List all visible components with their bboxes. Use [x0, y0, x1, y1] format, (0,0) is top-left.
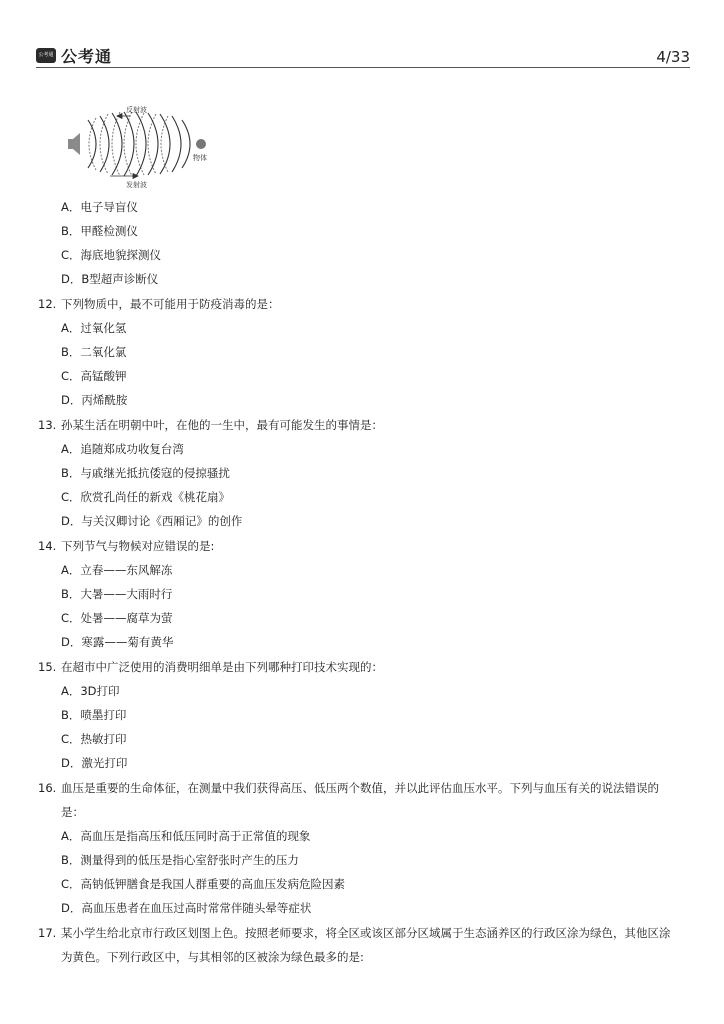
q13-option-b: B．与戚继光抵抗倭寇的侵掠骚扰	[61, 466, 230, 480]
question-16	[38, 780, 659, 796]
question-stem: 某小学生给北京市行政区划图上色。按照老师要求，将全区或该区部分区域属于生态涵养区的行政区涂为绿色，其他区涂	[61, 926, 671, 940]
ultrasound-reflection-figure	[60, 98, 230, 194]
logo-badge: 公考通	[36, 48, 56, 63]
page-number: 4/33	[656, 48, 690, 66]
q16-option-d: D．高血压患者在血压过高时常常伴随头晕等症状	[61, 901, 312, 915]
reflect-arrow	[117, 114, 130, 119]
q16-option-b: B．测量得到的低压是指心室舒张时产生的压力	[61, 853, 299, 867]
q12-option-d: D．丙烯酰胺	[61, 393, 128, 407]
logo-text: 公考通	[61, 47, 113, 66]
q12-option-b: B．二氧化氯	[61, 345, 127, 359]
q14-option-c: C．处暑——腐草为萤	[61, 611, 173, 625]
q16-option-c: C．高钠低钾膳食是我国人群重要的高血压发病危险因素	[61, 877, 346, 891]
question-number: 15.	[38, 660, 57, 674]
question-stem: 下列物质中，最不可能用于防疫消毒的是：	[61, 297, 280, 311]
q12-option-a: A．过氧化氢	[61, 321, 127, 335]
object-icon	[196, 139, 206, 149]
label-reflect: 反射波	[126, 106, 147, 114]
label-object: 物体	[193, 154, 207, 162]
q15-option-b: B．喷墨打印	[61, 708, 127, 722]
question-stem: 血压是重要的生命体征，在测量中我们获得高压、低压两个数值，并以此评估血压水平。下列与血压有关的说法错误的	[61, 781, 659, 795]
question-15	[38, 659, 383, 675]
question-number: 16.	[38, 781, 57, 795]
question-17	[38, 925, 671, 941]
q15-option-c: C．热敏打印	[61, 732, 127, 746]
question-number: 13.	[38, 418, 57, 432]
question-12	[38, 296, 280, 312]
question-stem: 在超市中广泛使用的消费明细单是由下列哪种打印技术实现的：	[61, 660, 383, 674]
q13-option-c: C．欣赏孔尚任的新戏《桃花扇》	[61, 490, 231, 504]
label-emit: 发射波	[126, 181, 147, 189]
q11-option-d: D．B型超声诊断仪	[61, 272, 159, 286]
speaker-icon	[68, 133, 80, 155]
question-16-stem-continued: 是：	[61, 805, 84, 819]
question-13	[38, 417, 383, 433]
q16-option-a: A．高血压是指高压和低压同时高于正常值的现象	[61, 829, 311, 843]
q11-option-c: C．海底地貌探测仪	[61, 248, 162, 262]
q13-option-d: D．与关汉卿讨论《西厢记》的创作	[61, 514, 243, 528]
question-stem: 下列节气与物候对应错误的是:	[61, 539, 215, 553]
question-stem: 孙某生活在明朝中叶，在他的一生中，最有可能发生的事情是：	[61, 418, 383, 432]
question-14	[38, 538, 214, 554]
logo	[36, 44, 112, 67]
question-number: 14.	[38, 539, 57, 553]
header-divider	[36, 67, 690, 68]
q15-option-a: A．3D打印	[61, 684, 120, 698]
emitted-waves	[88, 112, 190, 176]
emit-arrow	[110, 174, 138, 179]
q14-option-d: D．寒露——菊有黄华	[61, 635, 174, 649]
q12-option-c: C．高锰酸钾	[61, 369, 127, 383]
q11-option-a: A．电子导盲仪	[61, 200, 138, 214]
q14-option-a: A．立春——东风解冻	[61, 563, 173, 577]
question-17-stem-continued: 为黄色。下列行政区中，与其相邻的区被涂为绿色最多的是:	[61, 950, 364, 964]
q13-option-a: A．追随郑成功收复台湾	[61, 442, 184, 456]
q11-option-b: B．甲醛检测仪	[61, 224, 138, 238]
q14-option-b: B．大暑——大雨时行	[61, 587, 173, 601]
question-number: 12.	[38, 297, 57, 311]
page-header	[36, 40, 690, 68]
question-number: 17.	[38, 926, 57, 940]
q15-option-d: D．激光打印	[61, 756, 128, 770]
